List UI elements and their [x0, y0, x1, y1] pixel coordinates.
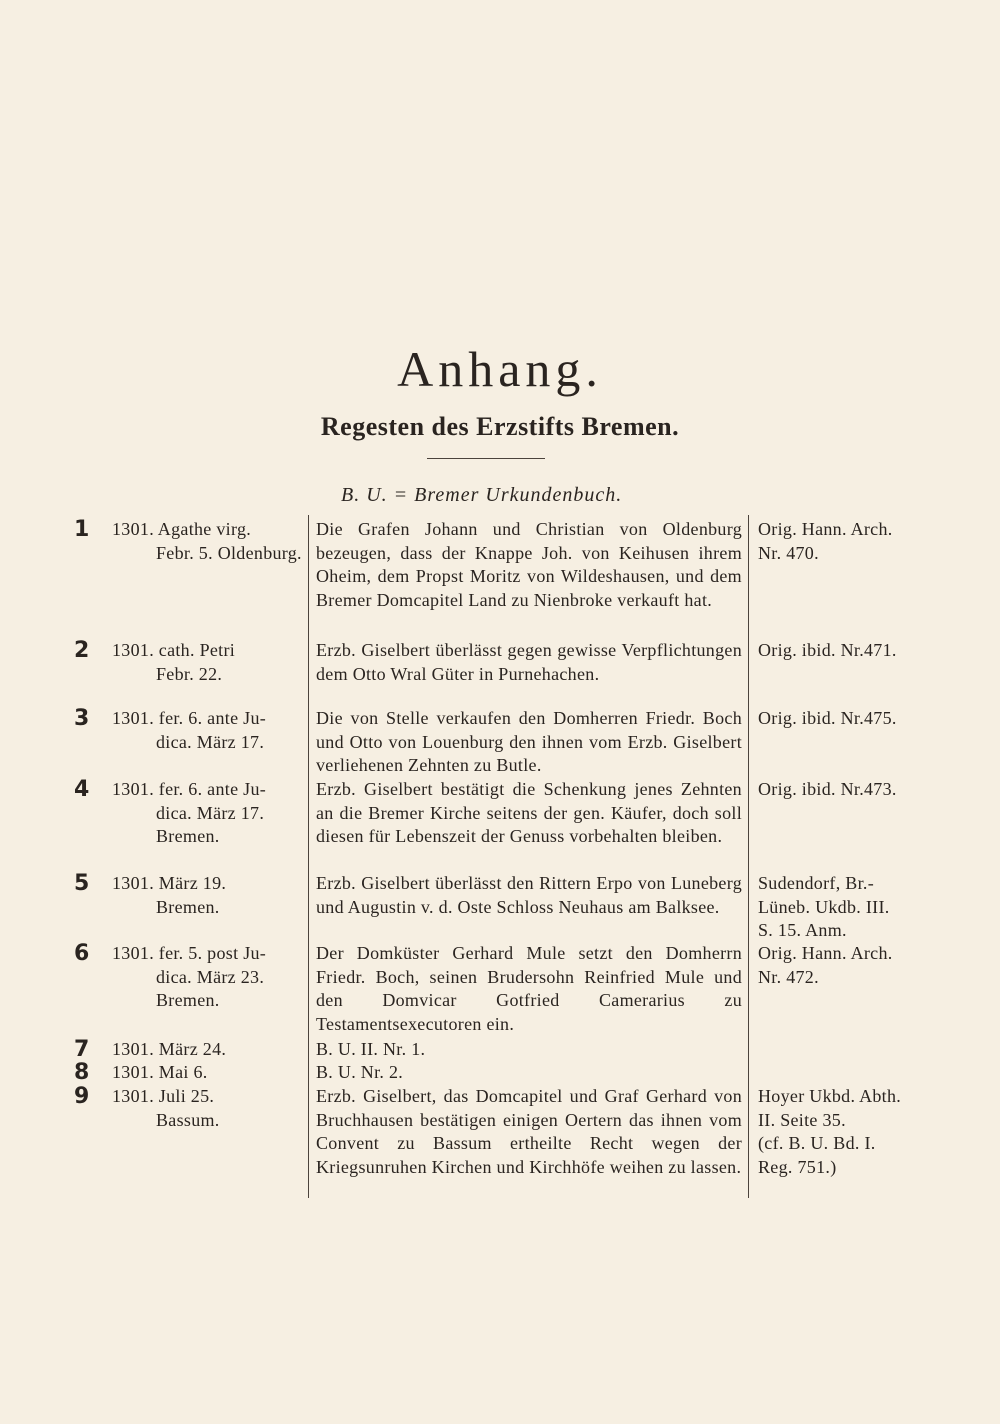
entry-source-line: (cf. B. U. Bd. I.: [758, 1133, 876, 1153]
entry-source-line: Hoyer Ukbd. Abth.: [758, 1086, 902, 1106]
entry-source-line: Orig. ibid. Nr.471.: [758, 640, 897, 660]
column-divider-left: [308, 515, 309, 1198]
entry-number: 8: [74, 1060, 90, 1085]
entry-source-line: Nr. 472.: [758, 966, 819, 987]
entry-date-line: Bassum.: [156, 1109, 220, 1130]
entry-date-line: Febr. 22.: [156, 663, 223, 684]
entry-date-line: Bremen.: [156, 826, 220, 846]
entry-date: [112, 518, 308, 565]
entry-date: [112, 707, 308, 754]
entry-source-line: Reg. 751.): [758, 1156, 837, 1177]
entry-summary: B. U. Nr. 2.: [316, 1062, 404, 1082]
entry-summary: Erzb. Giselbert überlässt den Rittern Erpo von Luneberg und Augustin v. d. Oste Schloss Neuhaus am Balksee.: [316, 873, 742, 917]
entry-summary: Die Grafen Johann und Christian von Oldenburg bezeugen, dass der Knappe Joh. von Keihusen ihrem Oheim, dem Propst Moritz von Wildeshausen, und dem Bremer Domcapitel Land zu Nienbroke verkauft hat.: [316, 519, 742, 610]
entry-date-line: 1301. Mai 6.: [112, 1062, 208, 1082]
entry-number: 7: [74, 1037, 90, 1062]
title-divider: [427, 458, 545, 459]
entry-source: [758, 639, 928, 663]
entry-source: [758, 1085, 928, 1179]
entry-date: [112, 872, 308, 919]
entry-source-line: Orig. ibid. Nr.475.: [758, 708, 897, 728]
page-subtitle: Regesten des Erzstifts Bremen.: [320, 412, 680, 441]
entry-source: [758, 707, 928, 731]
entry-number: 5: [74, 871, 90, 896]
entry-date-line: Bremen.: [156, 896, 220, 917]
entry-source-line: Nr. 470.: [758, 542, 819, 563]
column-divider-right: [748, 515, 749, 1198]
entry-number: 4: [74, 777, 90, 802]
entry-source: [758, 872, 928, 943]
entry-source-line: Sudendorf, Br.-: [758, 873, 874, 893]
entry-source-line: S. 15. Anm.: [758, 920, 847, 940]
entry-date-line: 1301. fer. 5. post Ju-: [112, 943, 267, 963]
entry-date-line: dica. März 17.: [156, 802, 265, 823]
entry-date-line: 1301. März 24.: [112, 1039, 227, 1059]
page-title: Anhang.: [397, 341, 603, 397]
entry-summary: Erzb. Giselbert, das Domcapitel und Graf Gerhard von Bruchhausen bestätigen einigen Oertern das ihnen vom Convent zu Bassum ertheilte Recht wegen der Kriegsunruhen Kirchen und Kirchhöfe weihen zu lassen.: [316, 1086, 742, 1177]
entry-source: [758, 778, 928, 802]
entry-number: 6: [74, 941, 90, 966]
entry-source-line: Orig. ibid. Nr.473.: [758, 779, 897, 799]
entry-date-line: dica. März 17.: [156, 731, 265, 752]
entry-date-line: 1301. cath. Petri: [112, 640, 236, 660]
entry-number: 1: [74, 517, 90, 542]
entry-summary: Erzb. Giselbert bestätigt die Schenkung jenes Zehnten an die Bremer Kirche seitens der gen. Käufer, doch soll diesen für Lebenszeit der Genuss vorbehalten bleiben.: [316, 779, 742, 846]
entry-source: [758, 518, 928, 565]
entry-date: [112, 942, 308, 1013]
entry-number: 3: [74, 706, 90, 731]
entry-summary: B. U. II. Nr. 1.: [316, 1039, 426, 1059]
entry-date-line: 1301. Agathe virg.: [112, 519, 252, 539]
entry-date: [112, 1085, 308, 1132]
entry-summary: Die von Stelle verkaufen den Domherren Friedr. Boch und Otto von Louenburg den ihnen vom Erzb. Giselbert verliehenen Zehnten zu Butle.: [316, 708, 742, 775]
entry-number: 9: [74, 1084, 90, 1109]
entry-date: [112, 639, 308, 686]
entry-date-line: 1301. Juli 25.: [112, 1086, 215, 1106]
entry-summary: Der Domküster Gerhard Mule setzt den Domherrn Friedr. Boch, seinen Brudersohn Reinfried Mule und den Domvicar Gotfried Camerarius zu Testamentsexecutoren ein.: [316, 943, 742, 1034]
entry-date: [112, 778, 308, 849]
entry-source-line: Orig. Hann. Arch.: [758, 519, 893, 539]
abbreviation-note: B. U. = Bremer Urkundenbuch.: [341, 484, 623, 506]
entry-summary: Erzb. Giselbert überlässt gegen gewisse Verpflichtungen dem Otto Wral Güter in Purnehachen.: [316, 640, 742, 684]
entry-source-line: II. Seite 35.: [758, 1109, 846, 1130]
entry-date-line: Febr. 5. Oldenburg.: [156, 542, 302, 563]
entry-date: [112, 1038, 308, 1062]
entry-source-line: Lüneb. Ukdb. III.: [758, 896, 890, 917]
entry-date-line: 1301. März 19.: [112, 873, 227, 893]
entry-date-line: Bremen.: [156, 990, 220, 1010]
entry-date-line: 1301. fer. 6. ante Ju-: [112, 779, 267, 799]
entry-source: [758, 942, 928, 989]
entry-source-line: Orig. Hann. Arch.: [758, 943, 893, 963]
entry-date: [112, 1061, 308, 1085]
entry-date-line: 1301. fer. 6. ante Ju-: [112, 708, 267, 728]
entry-date-line: dica. März 23.: [156, 966, 265, 987]
entry-number: 2: [74, 638, 90, 663]
